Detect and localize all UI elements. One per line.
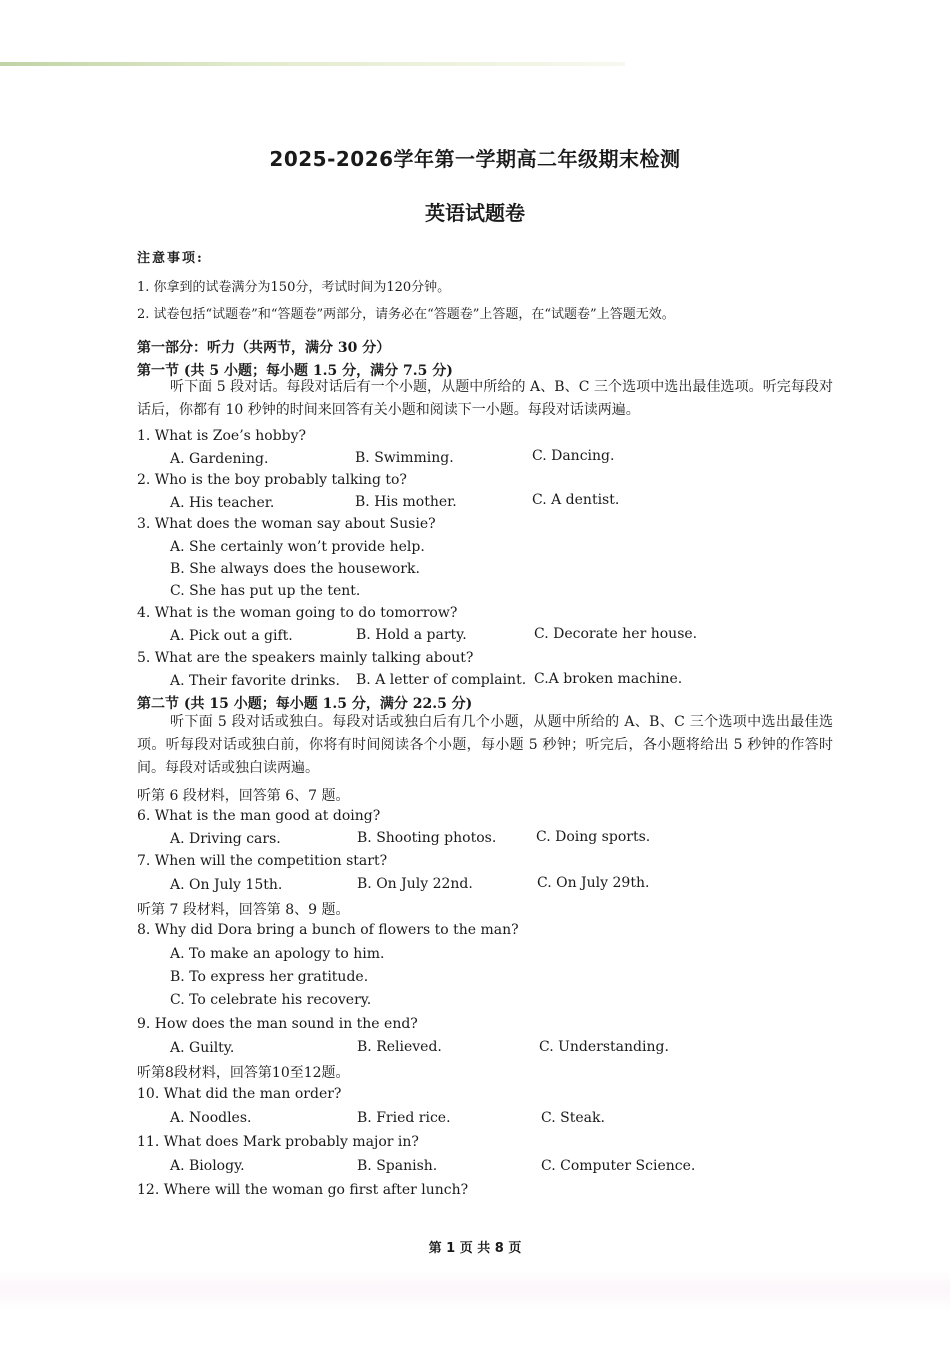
question-2: 2. Who is the boy probably talking to? [137,472,407,488]
q4-option-b: B. Hold a party. [356,627,467,643]
material-note-6: 听第 6 段材料，回答第 6、7 题。 [137,788,350,804]
q7-option-c: C. On July 29th. [537,875,650,891]
q9-option-a: A. Guilty. [170,1040,235,1056]
q1-option-c: C. Dancing. [532,448,615,464]
exam-title: 2025-2026学年第一学期高二年级期末检测 [269,147,681,171]
q3-option-a: A. She certainly won’t provide help. [170,539,425,555]
part1-heading: 第一部分：听力（共两节，满分 30 分） [137,340,391,356]
section2-heading: 第二节 (共 15 小题；每小题 1.5 分，满分 22.5 分) [137,696,473,712]
q11-option-a: A. Biology. [170,1158,245,1174]
q10-option-b: B. Fried rice. [357,1110,451,1126]
q4-option-c: C. Decorate her house. [534,626,698,642]
q7-option-a: A. On July 15th. [170,877,283,893]
material-note-7: 听第 7 段材料，回答第 8、9 题。 [137,902,350,918]
question-10: 10. What did the man order? [137,1086,342,1102]
q8-option-b: B. To express her gratitude. [170,969,369,985]
notice-heading: 注意事项: [137,251,204,266]
q3-option-c: C. She has put up the tent. [170,583,361,599]
q2-option-a: A. His teacher. [170,495,275,511]
q4-option-a: A. Pick out a gift. [170,628,293,644]
q10-option-a: A. Noodles. [170,1110,252,1126]
question-1: 1. What is Zoe’s hobby? [137,428,307,444]
q6-option-c: C. Doing sports. [536,829,651,845]
question-6: 6. What is the man good at doing? [137,808,381,824]
q6-option-a: A. Driving cars. [170,831,281,847]
q8-option-a: A. To make an apology to him. [170,946,385,962]
material-note-8: 听第8段材料，回答第10至12题。 [137,1065,350,1081]
q1-option-b: B. Swimming. [355,450,454,466]
question-9: 9. How does the man sound in the end? [137,1016,418,1032]
question-4: 4. What is the woman going to do tomorrow? [137,605,458,621]
q9-option-c: C. Understanding. [539,1039,669,1055]
q10-option-c: C. Steak. [541,1110,605,1126]
section1-heading: 第一节 (共 5 小题；每小题 1.5 分，满分 7.5 分) [137,363,453,379]
question-7: 7. When will the competition start? [137,853,388,869]
q8-option-c: C. To celebrate his recovery. [170,992,372,1008]
q5-option-a: A. Their favorite drinks. [170,673,340,689]
section2-instructions: 听下面 5 段对话或独白。每段对话或独白后有几个小题，从题中所给的 A、B、C 三个选项中选出最佳选项。听每段对话或独白前，你将有时间阅读各个小题，每小题 5 秒钟；听完后，各小题将给出 5 秒钟的作答时间。每段对话或独白读两遍。 [137,714,833,776]
notice-item-1: 1. 你拿到的试卷满分为150分，考试时间为120分钟。 [137,280,451,295]
q5-option-b: B. A letter of complaint. [356,672,527,688]
q2-option-b: B. His mother. [355,494,457,510]
question-5: 5. What are the speakers mainly talking about? [137,650,474,666]
q2-option-c: C. A dentist. [532,492,620,508]
page-number: 第 1 页 共 8 页 [428,1241,522,1256]
notice-item-2: 2. 试卷包括“试题卷”和“答题卷”两部分，请务必在“答题卷”上答题，在“试题卷”上答题无效。 [137,307,675,322]
q5-option-c: C.A broken machine. [534,671,683,687]
q11-option-c: C. Computer Science. [541,1158,696,1174]
question-8: 8. Why did Dora bring a bunch of flowers to the man? [137,922,519,938]
q1-option-a: A. Gardening. [170,451,269,467]
q3-option-b: B. She always does the housework. [170,561,420,577]
question-12: 12. Where will the woman go first after lunch? [137,1182,469,1198]
section1-instructions: 听下面 5 段对话。每段对话后有一个小题，从题中所给的 A、B、C 三个选项中选出最佳选项。听完每段对话后，你都有 10 秒钟的时间来回答有关小题和阅读下一小题。每段对话读两遍。 [137,379,833,418]
q6-option-b: B. Shooting photos. [357,830,497,846]
q7-option-b: B. On July 22nd. [357,876,473,892]
question-3: 3. What does the woman say about Susie? [137,516,436,532]
exam-subtitle: 英语试题卷 [425,201,525,225]
question-11: 11. What does Mark probably major in? [137,1134,419,1150]
q9-option-b: B. Relieved. [357,1039,442,1055]
q11-option-b: B. Spanish. [357,1158,438,1174]
